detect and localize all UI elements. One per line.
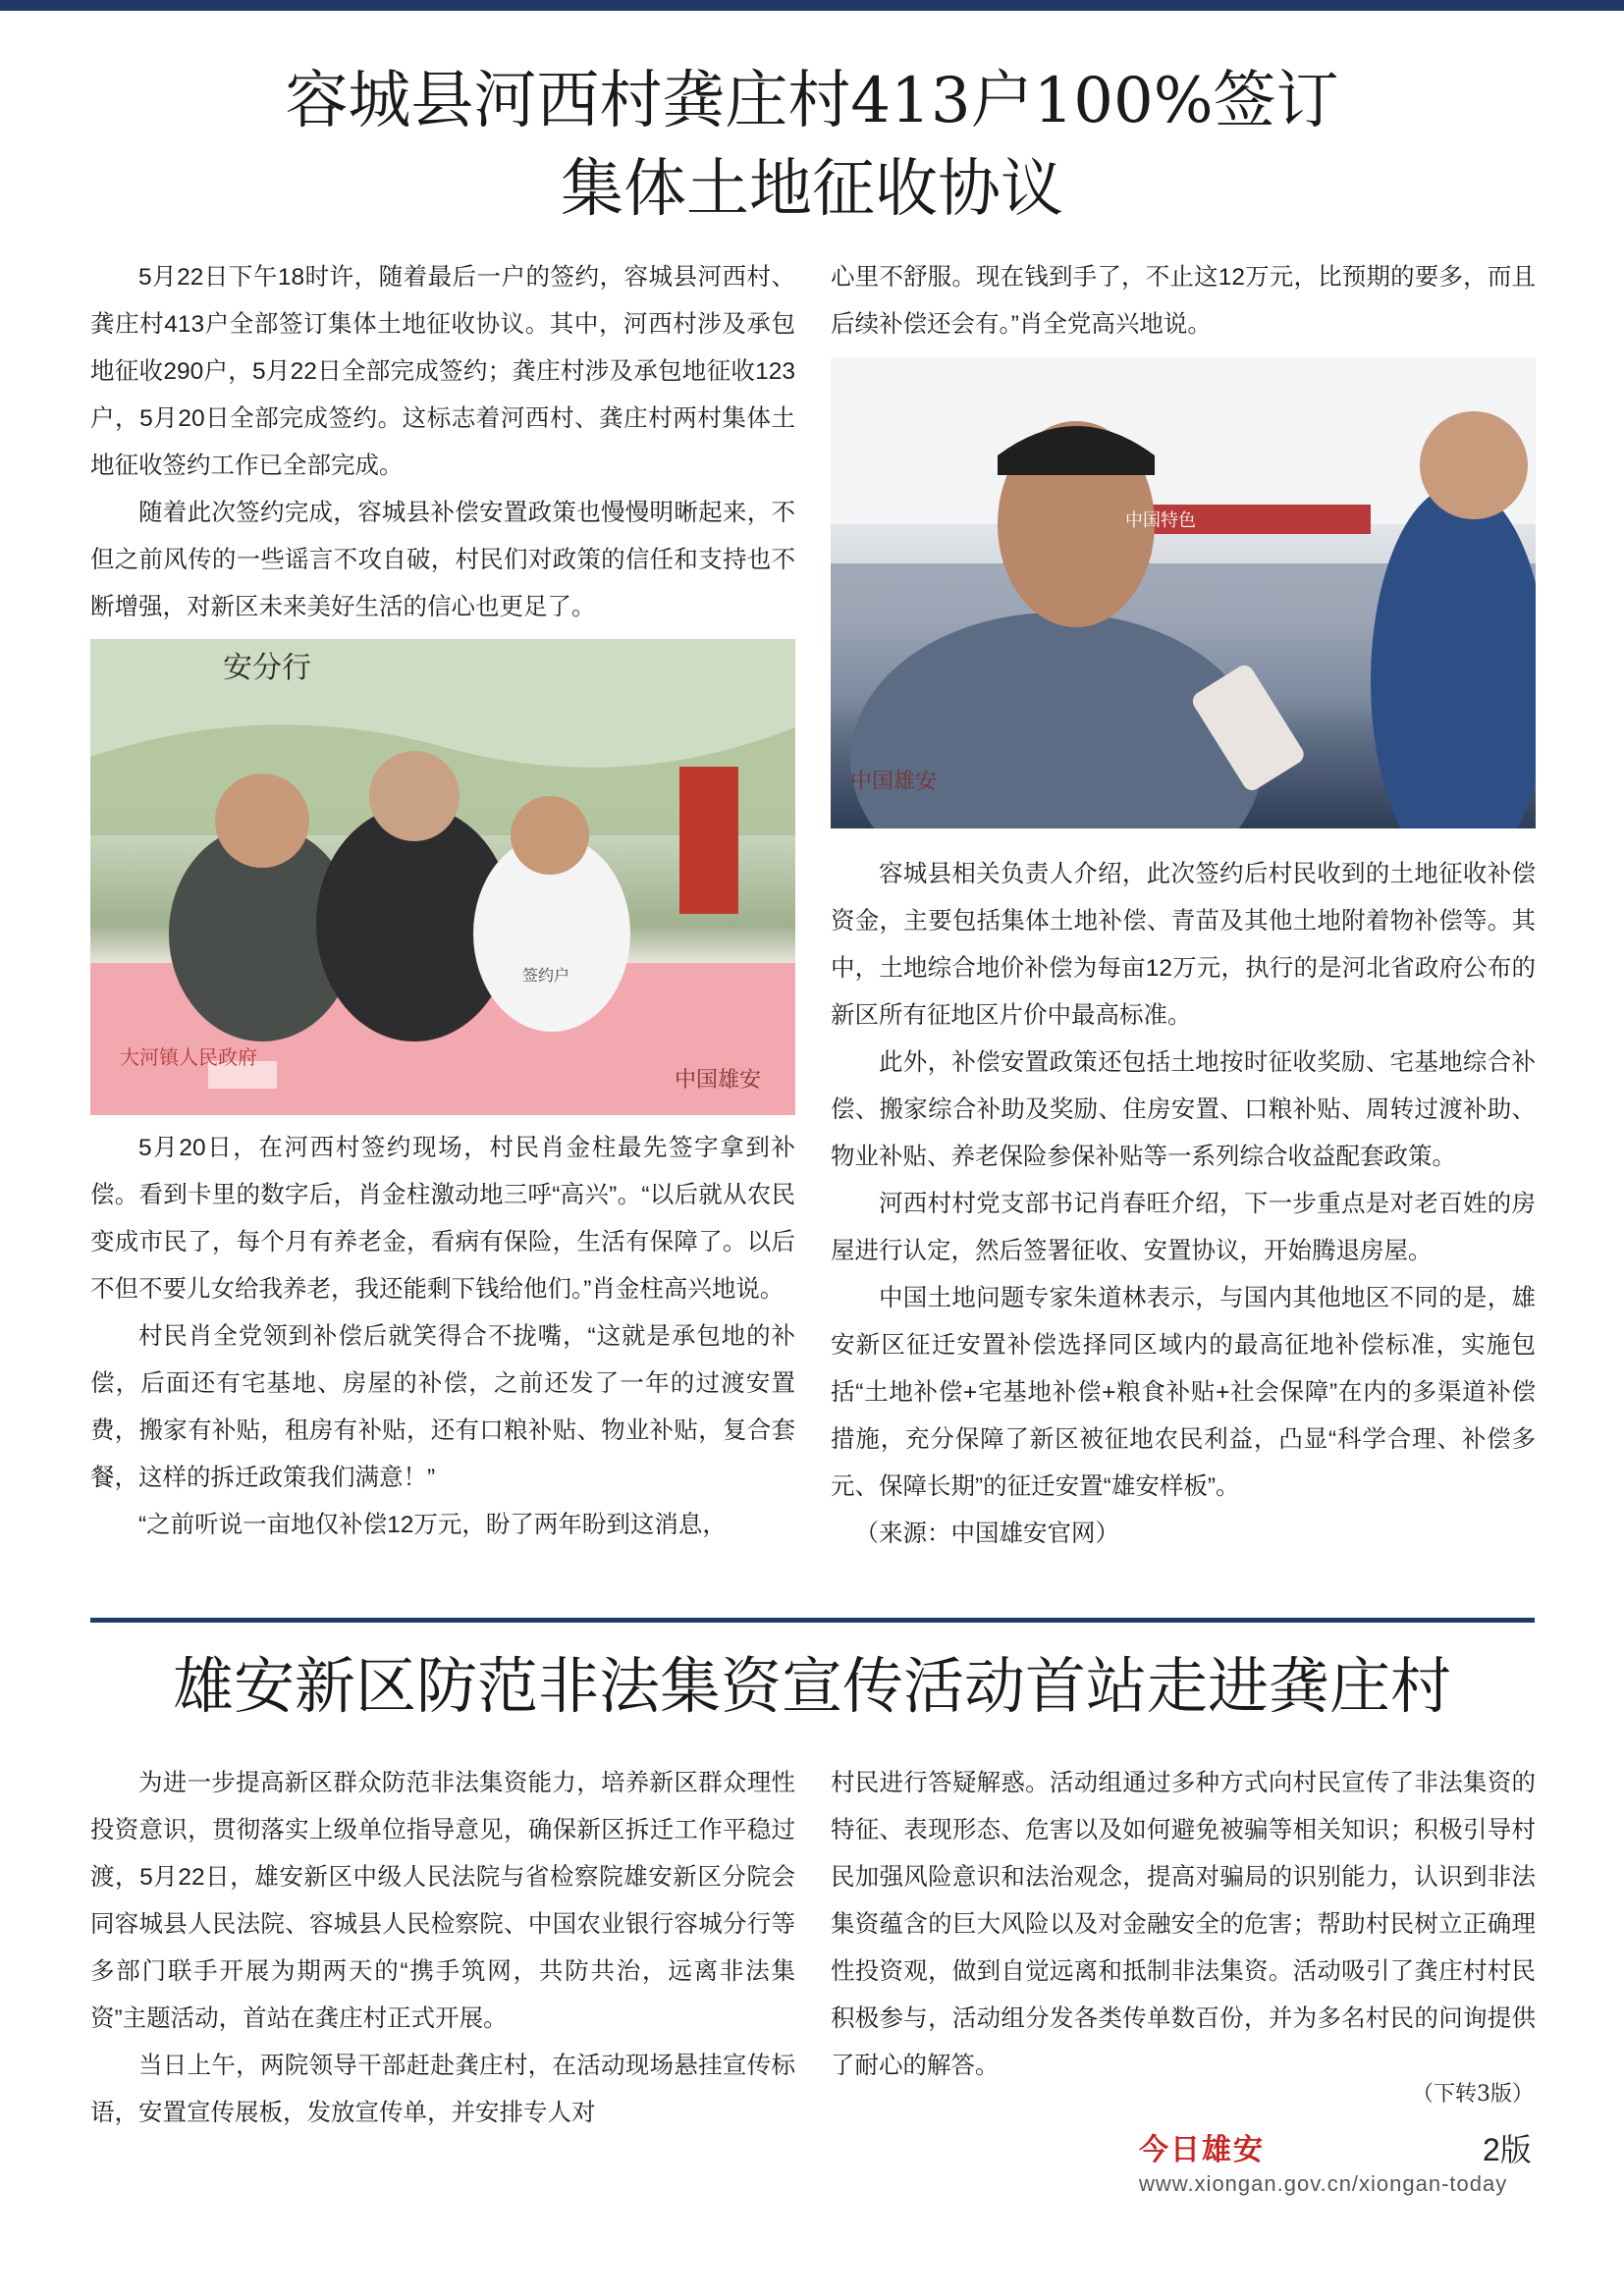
headline-1-line-1: 容城县河西村龚庄村413户100%签订	[285, 65, 1339, 137]
photo-watermark-2: 中国雄安	[850, 770, 938, 794]
article-2-column-1	[90, 1760, 795, 2137]
article-1-column-1-top	[90, 254, 795, 631]
top-accent-bar	[0, 0, 1624, 11]
article-1-column-2-top	[831, 254, 1536, 348]
publication-logo: 今日雄安	[1139, 2133, 1265, 2167]
continued-on-page-3: （下转3版）	[1412, 2082, 1534, 2107]
paragraph: 心里不舒服。现在钱到手了，不止这12万元，比预期的要多，而且后续补偿还会有。”肖全党高兴地说。	[831, 264, 1536, 338]
signing-ceremony-photo	[90, 639, 795, 1115]
paragraph: 村民肖全党领到补偿后就笑得合不拢嘴，“这就是承包地的补偿，后面还有宅基地、房屋的补偿，之前还发了一年的过渡安置费，搬家有补贴，租房有补贴，还有口粮补贴、物业补贴，复合套餐，这样的拆迁政策我们满意！”	[90, 1323, 795, 1491]
source-credit: （来源：中国雄安官网）	[854, 1521, 1119, 1547]
paragraph: 容城县相关负责人介绍，此次签约后村民收到的土地征收补偿资金，主要包括集体土地补偿、青苗及其他土地附着物补偿等。其中，土地综合地价补偿为每亩12万元，执行的是河北省政府公布的新区所有征地区片价中最高标准。	[831, 861, 1536, 1029]
headline-2: 雄安新区防范非法集资宣传活动首站走进龚庄村	[172, 1650, 1451, 1722]
paragraph: 5月20日，在河西村签约现场，村民肖金柱最先签字拿到补偿。看到卡里的数字后，肖金柱激动地三呼“高兴”。“以后就从农民变成市民了，每个月有养老金，看病有保险，生活有保障了。以后不但不要儿女给我养老，我还能剩下钱给他们。”肖金柱高兴地说。	[90, 1135, 795, 1303]
interview-illustration	[831, 357, 1536, 828]
paragraph: 村民进行答疑解惑。活动组通过多种方式向村民宣传了非法集资的特征、表现形态、危害以及如何避免被骗等相关知识；积极引导村民加强风险意识和法治观念，提高对骗局的识别能力，认识到非法集资蕴含的巨大风险以及对金融安全的危害；帮助村民树立正确理性投资观，做到自觉远离和抵制非法集资。活动吸引了龚庄村村民积极参与，活动组分发各类传单数百份，并为多名村民的问询提供了耐心的解答。	[831, 1770, 1536, 2079]
paragraph: 当日上午，两院领导干部赶赴龚庄村，在活动现场悬挂宣传标语，安置宣传展板，发放宣传单，并安排专人对	[90, 2053, 795, 2126]
paragraph: “之前听说一亩地仅补偿12万元，盼了两年盼到这消息，	[138, 1512, 727, 1538]
background-banner-text: 安分行	[223, 651, 311, 685]
section-divider	[90, 1618, 1535, 1623]
headline-1-line-2: 集体土地征收协议	[561, 153, 1063, 226]
paragraph: 5月22日下午18时许，随着最后一户的签约，容城县河西村、龚庄村413户全部签订集体土地征收协议。其中，河西村涉及承包地征收290户，5月22日全部完成签约；龚庄村涉及承包地征收123户，5月20日全部完成签约。这标志着河西村、龚庄村两村集体土地征收签约工作已全部完成。	[90, 264, 795, 479]
paragraph: 中国土地问题专家朱道林表示，与国内其他地区不同的是，雄安新区征迁安置补偿选择同区域内的最高征地补偿标准，实施包括“土地补偿+宅基地补偿+粮食补贴+社会保障”在内的多渠道补偿措施，充分保障了新区被征地农民利益，凸显“科学合理、补偿多元、保障长期”的征迁安置“雄安样板”。	[831, 1285, 1536, 1500]
paragraph: 随着此次签约完成，容城县补偿安置政策也慢慢明晰起来，不但之前风传的一些谣言不攻自破，村民们对政策的信任和支持也不断增强，对新区未来美好生活的信心也更足了。	[90, 500, 795, 620]
signing-household-tag: 签约户	[522, 966, 570, 985]
article-1-column-2-bottom	[831, 851, 1536, 1558]
paragraph: 河西村村党支部书记肖春旺介绍，下一步重点是对老百姓的房屋进行认定，然后签署征收、安置协议，开始腾退房屋。	[831, 1191, 1536, 1264]
interview-photo	[831, 357, 1536, 828]
paragraph: 为进一步提高新区群众防范非法集资能力，培养新区群众理性投资意识，贯彻落实上级单位指导意见，确保新区拆迁工作平稳过渡，5月22日，雄安新区中级人民法院与省检察院雄安新区分院会同容城县人民法院、容城县人民检察院、中国农业银行容城分行等多部门联手开展为期两天的“携手筑网，共防共治，远离非法集资”主题活动，首站在龚庄村正式开展。	[90, 1770, 795, 2032]
background-banner-text-2: 中国特色	[1125, 510, 1196, 531]
footer-url-link[interactable]: www.xiongan.gov.cn/xiongan-today	[1139, 2171, 1508, 2196]
article-1-column-1-bottom	[90, 1125, 795, 1549]
ceremony-table-sign: 大河镇人民政府	[120, 1045, 257, 1069]
article-2-column-2	[831, 1760, 1536, 2090]
page-number: 2版	[1483, 2132, 1532, 2167]
paragraph: 此外，补偿安置政策还包括土地按时征收奖励、宅基地综合补偿、搬家综合补助及奖励、住房安置、口粮补贴、周转过渡补助、物业补贴、养老保险参保补贴等一系列综合收益配套政策。	[831, 1049, 1536, 1170]
photo-watermark-1: 中国雄安	[675, 1068, 762, 1093]
